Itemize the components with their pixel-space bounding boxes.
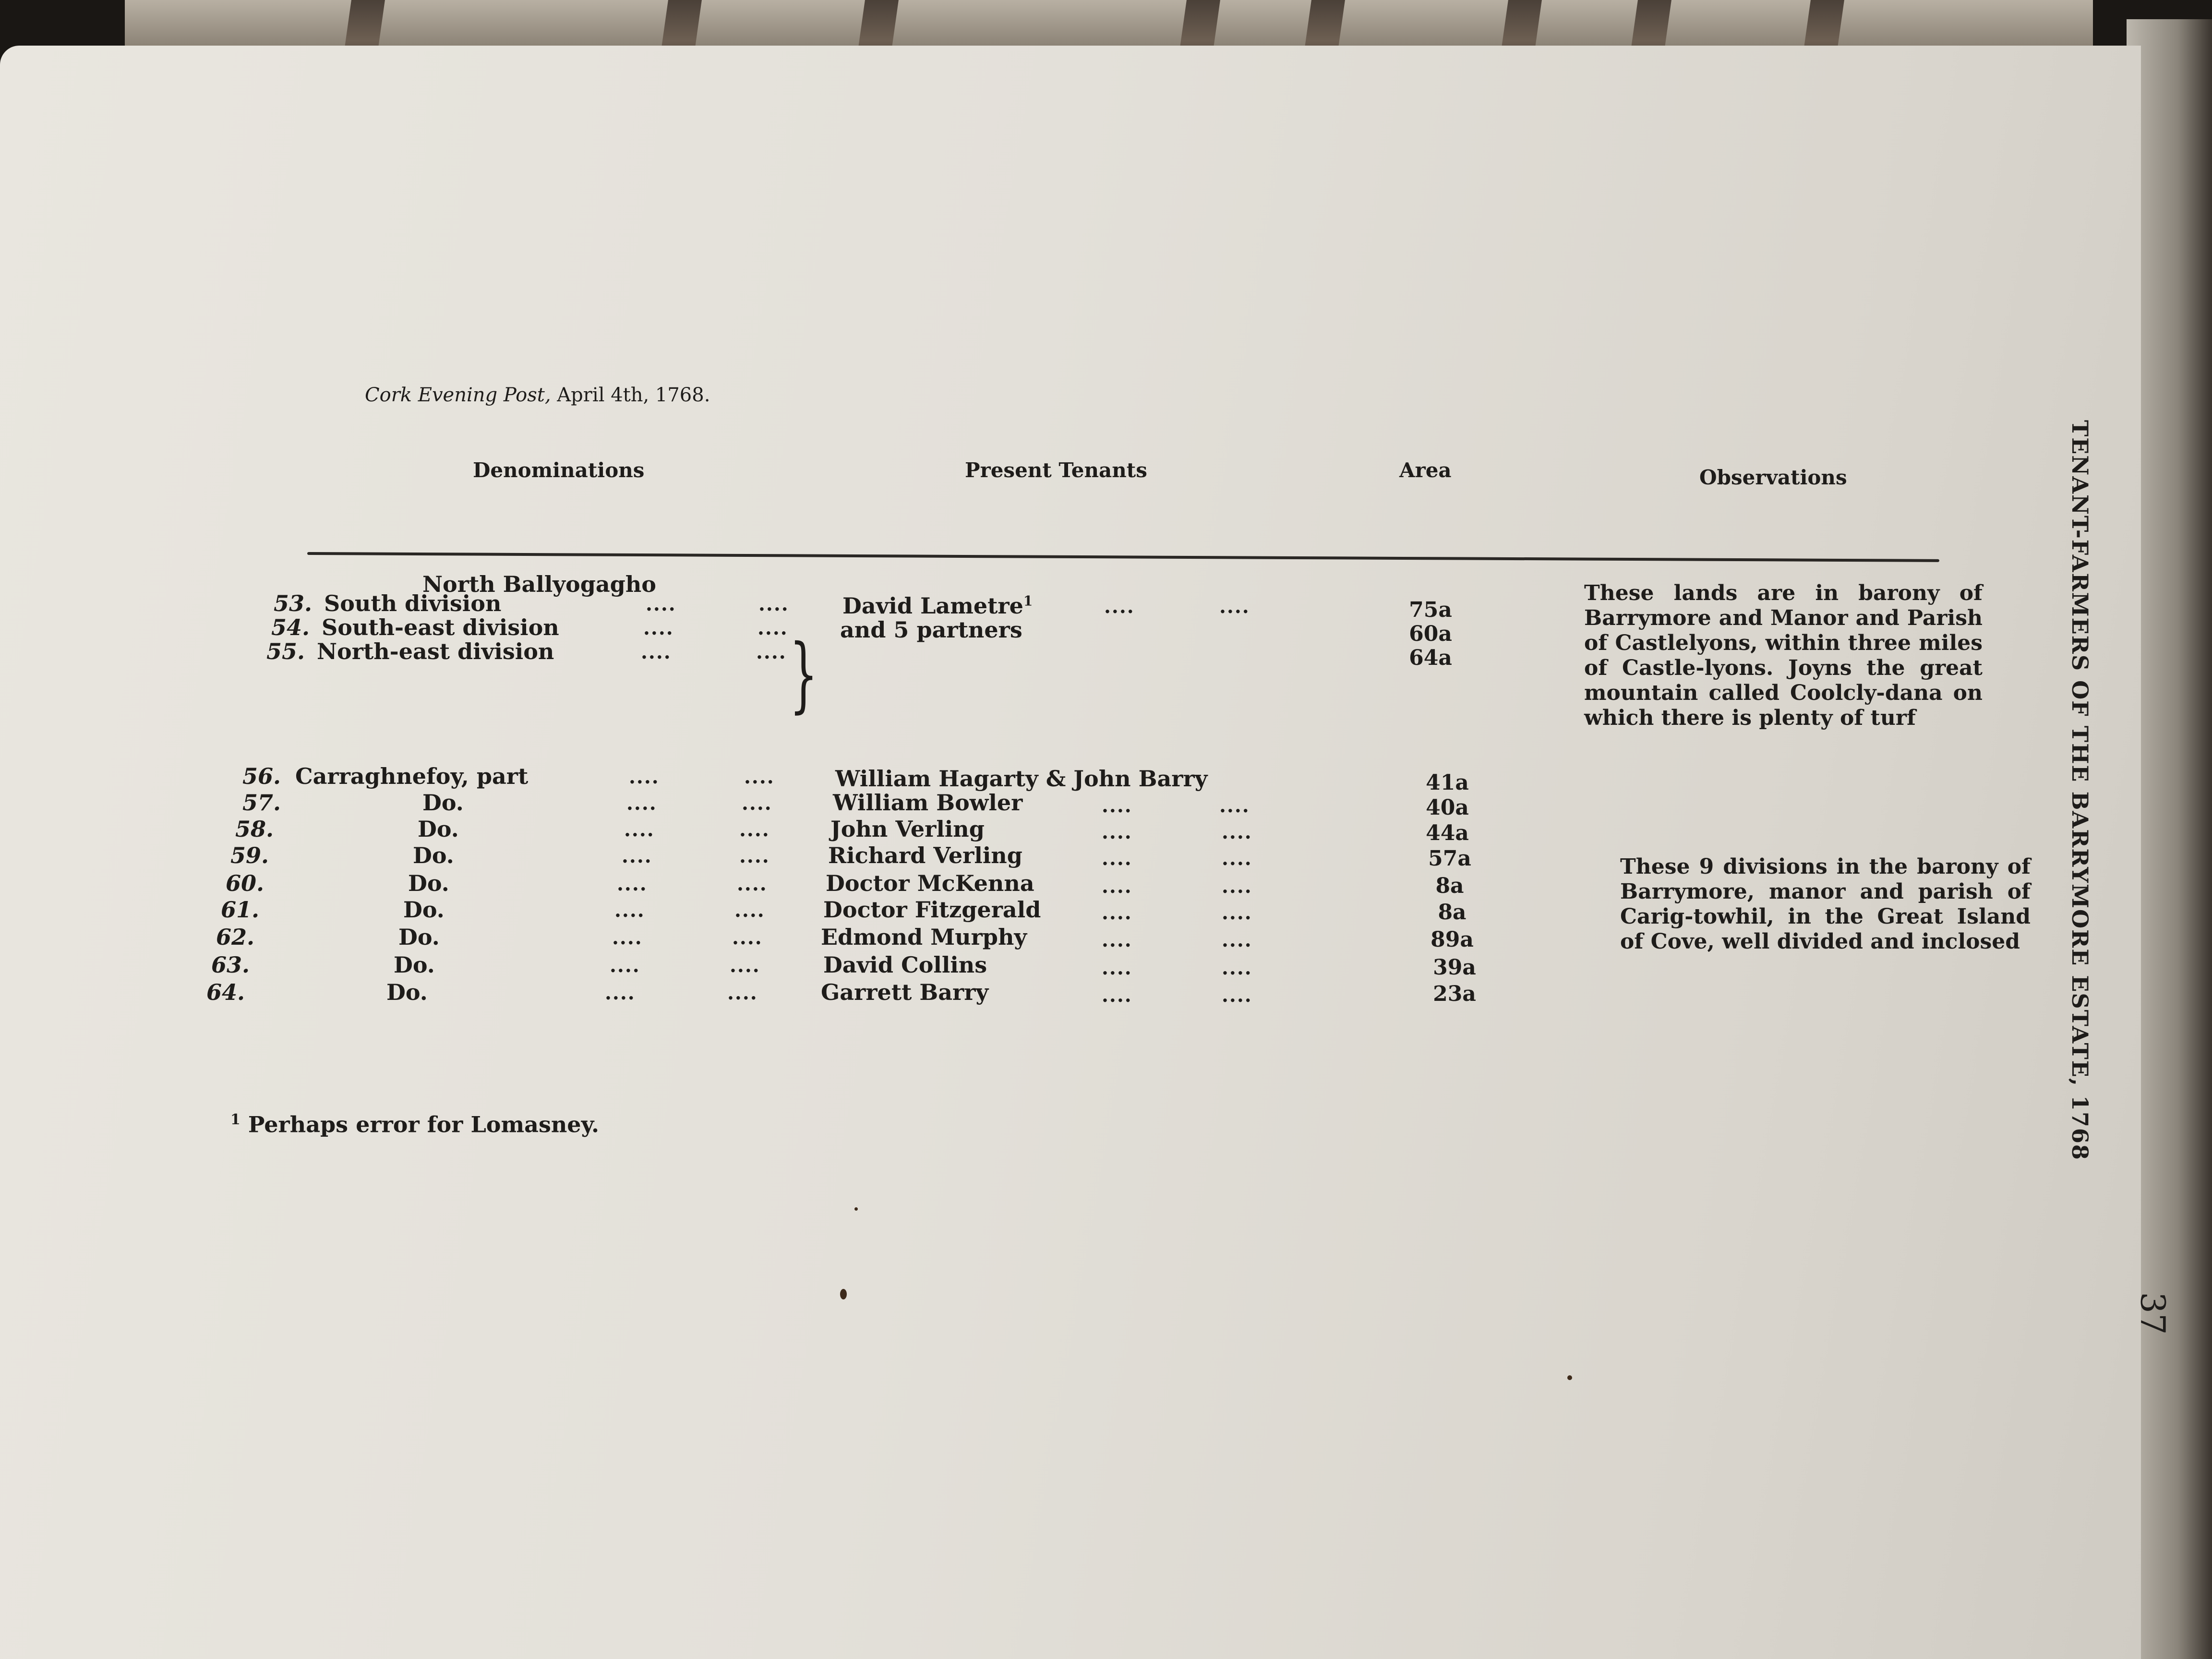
row-number: 63.	[211, 952, 250, 978]
leader-dots: ....	[734, 899, 765, 922]
area-value: 40a	[1426, 795, 1469, 820]
area-value: 8a	[1435, 874, 1464, 898]
group-title: North Ballyogagho	[422, 571, 656, 597]
row-number: 59.	[230, 842, 269, 868]
tenant-line: David Lametre	[842, 593, 1023, 619]
denomination: Do.	[398, 924, 440, 950]
leader-dots: ....	[1104, 595, 1135, 618]
footnote-text: Perhaps error for Lomasney.	[248, 1111, 600, 1138]
footnote-mark: 1	[230, 1111, 240, 1128]
denomination: Do.	[418, 816, 459, 842]
area-value: 44a	[1426, 821, 1469, 845]
leader-dots: ....	[1102, 984, 1132, 1007]
leader-dots: ....	[622, 845, 652, 867]
denomination: Do.	[386, 979, 428, 1005]
denomination: South-east division	[322, 614, 559, 640]
leader-dots: ....	[626, 792, 657, 815]
leader-dots: ....	[1222, 847, 1252, 870]
leader-dots: ....	[742, 792, 772, 815]
denomination: Carraghnefoy, part	[295, 763, 529, 789]
ink-speck	[854, 1207, 858, 1211]
tenant-name: Richard Verling	[828, 842, 1022, 868]
denomination: North-east division	[317, 638, 554, 664]
area-value: 39a	[1433, 955, 1476, 980]
leader-dots: ....	[727, 982, 758, 1004]
leader-dots: ....	[732, 926, 763, 949]
denomination: Do.	[394, 952, 435, 978]
tenant-name: Doctor McKenna	[826, 870, 1034, 896]
header-denominations: Denominations	[473, 458, 645, 482]
area-value: 23a	[1433, 982, 1476, 1006]
row-number: 64.	[206, 979, 245, 1005]
leader-dots: ....	[610, 954, 640, 977]
denomination: Do.	[422, 790, 464, 816]
leader-dots: ....	[617, 873, 648, 895]
tenant-name: John Verling	[830, 816, 985, 842]
source-date: April 4th, 1768.	[557, 384, 710, 406]
leader-dots: ....	[643, 617, 674, 639]
leader-dots: ....	[1102, 875, 1132, 898]
observation-text: These lands are in barony of Barrymore and Manor and Parish of Castlelyons, within three miles of Castle-lyons. Joyns the great mountain called Coolcly-dana on which there is plenty of turf	[1584, 581, 1983, 730]
header-rule	[307, 552, 1939, 562]
brace: }	[789, 627, 818, 722]
tenant-name: and 5 partners	[840, 617, 1022, 643]
leader-dots: ....	[1222, 821, 1252, 843]
tenant-name: William Hagarty & John Barry	[835, 766, 1208, 792]
row-number: 60.	[226, 870, 264, 896]
source-title: Cork Evening Post,	[365, 384, 551, 406]
leader-dots: ....	[1102, 957, 1132, 979]
source-citation	[365, 384, 710, 406]
leader-dots: ....	[646, 593, 676, 615]
tenant-name: David Collins	[823, 952, 987, 978]
area-value: 64a	[1409, 646, 1452, 670]
leader-dots: ....	[1222, 929, 1252, 951]
leader-dots: ....	[1222, 957, 1252, 979]
denomination: Do.	[408, 870, 449, 896]
tenant-name: Garrett Barry	[821, 979, 989, 1005]
leader-dots: ....	[758, 593, 789, 615]
tenant-name: Doctor Fitzgerald	[823, 897, 1041, 923]
page-number: 37	[2133, 1292, 2173, 1335]
leader-dots: ....	[624, 818, 655, 841]
ink-speck	[1567, 1375, 1572, 1380]
denomination: Do.	[413, 842, 454, 868]
tenant-name	[842, 593, 1033, 619]
row-number: 54.	[271, 614, 310, 640]
area-value: 57a	[1428, 846, 1471, 871]
row-number: 57.	[242, 790, 281, 816]
header-area: Area	[1399, 458, 1452, 482]
leader-dots: ....	[1219, 794, 1250, 817]
leader-dots: ....	[1102, 902, 1132, 924]
ink-speck	[840, 1289, 847, 1299]
denomination: Do.	[403, 897, 445, 923]
denomination: South division	[324, 590, 502, 616]
leader-dots: ....	[1222, 902, 1252, 924]
leader-dots: ....	[1102, 847, 1132, 870]
tenant-name: William Bowler	[833, 790, 1023, 816]
area-value: 41a	[1426, 770, 1469, 795]
row-number: 62.	[216, 924, 255, 950]
leader-dots: ....	[1222, 875, 1252, 898]
row-number: 55.	[266, 638, 305, 664]
leader-dots: ....	[605, 982, 636, 1004]
leader-dots: ....	[641, 641, 672, 663]
leader-dots: ....	[739, 818, 770, 841]
area-value: 75a	[1409, 598, 1452, 622]
row-number: 53.	[274, 590, 313, 616]
area-value: 89a	[1431, 927, 1474, 952]
row-number: 58.	[235, 816, 274, 842]
row-number: 56.	[242, 763, 281, 789]
row-number: 61.	[221, 897, 260, 923]
book-page	[0, 46, 2173, 1659]
footnote	[230, 1111, 599, 1137]
leader-dots: ....	[757, 617, 788, 639]
area-value: 8a	[1438, 900, 1467, 925]
leader-dots: ....	[744, 766, 775, 788]
leader-dots: ....	[739, 845, 770, 867]
leader-dots: ....	[1102, 929, 1132, 951]
leader-dots: ....	[756, 641, 787, 663]
tenant-name: Edmond Murphy	[821, 924, 1027, 950]
header-tenants: Present Tenants	[965, 458, 1147, 482]
leader-dots: ....	[1219, 595, 1250, 618]
leader-dots: ....	[1102, 794, 1132, 817]
header-observations: Observations	[1699, 466, 1847, 489]
leader-dots: ....	[629, 766, 660, 788]
running-head: TENANT-FARMERS OF THE BARRYMORE ESTATE, 1768	[2067, 420, 2093, 1161]
leader-dots: ....	[1222, 984, 1252, 1007]
leader-dots: ....	[737, 873, 768, 895]
observation-text: These 9 divisions in the barony of Barrymore, manor and parish of Carig-towhil, in the Great Island of Cove, well divided and inclosed	[1620, 854, 2031, 954]
leader-dots: ....	[614, 899, 645, 922]
leader-dots: ....	[612, 926, 643, 949]
leader-dots: ....	[730, 954, 760, 977]
leader-dots: ....	[1102, 821, 1132, 843]
footnote-ref: 1	[1023, 593, 1033, 609]
area-value: 60a	[1409, 622, 1452, 646]
